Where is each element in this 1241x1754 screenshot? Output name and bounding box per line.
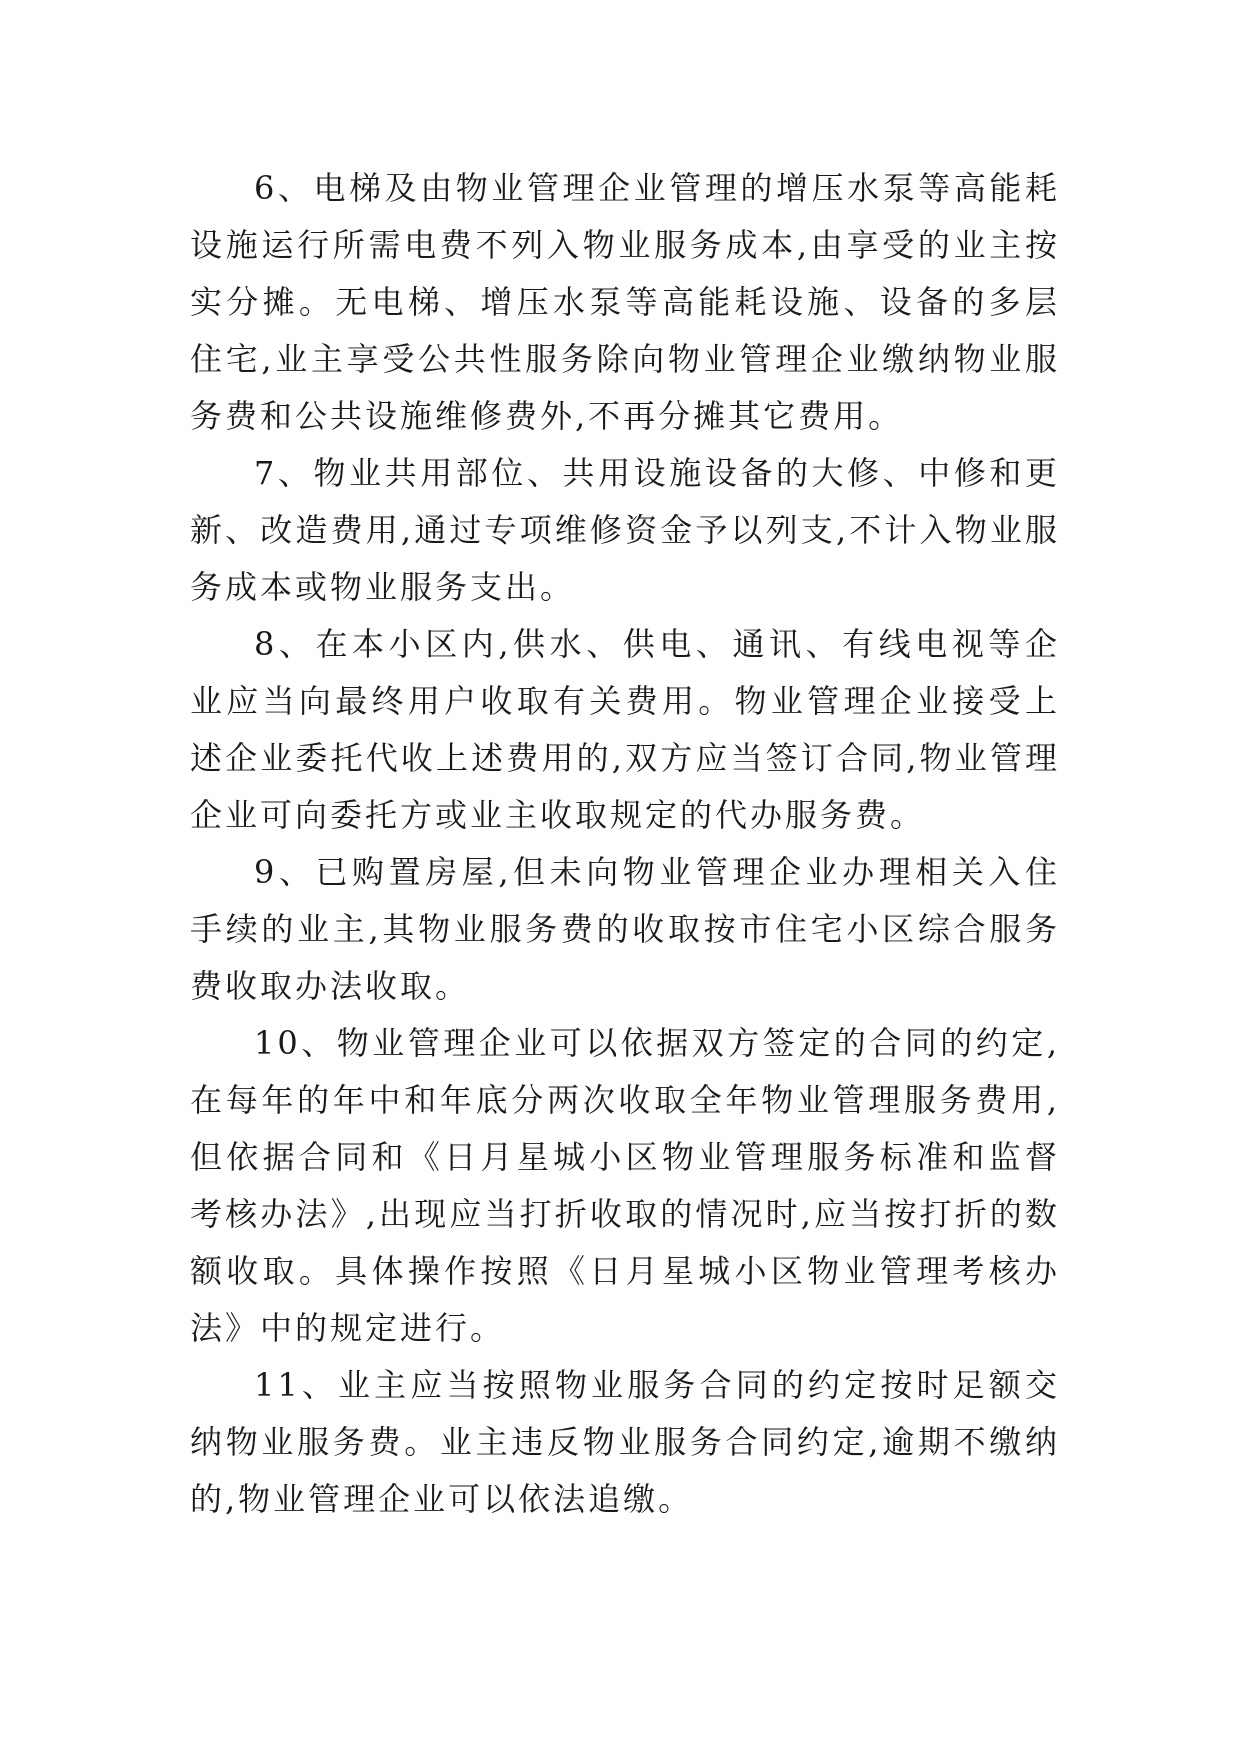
paragraph-6: 6、电梯及由物业管理企业管理的增压水泵等高能耗设施运行所需电费不列入物业服务成本,由享受的业主按实分摊。无电梯、增压水泵等高能耗设施、设备的多层住宅,业主享受公共性服务除向物业管理企业缴纳物业服务费和公共设施维修费外,不再分摊其它费用。 <box>190 169 1060 435</box>
paragraph-11: 11、业主应当按照物业服务合同的约定按时足额交纳物业服务费。业主违反物业服务合同约定,逾期不缴纳的,物业管理企业可以依法追缴。 <box>190 1366 1060 1518</box>
paragraph-9: 9、已购置房屋,但未向物业管理企业办理相关入住手续的业主,其物业服务费的收取按市住宅小区综合服务费收取办法收取。 <box>190 853 1060 1005</box>
document-body <box>190 160 1060 1528</box>
paragraph-10: 10、物业管理企业可以依据双方签定的合同的约定,在每年的年中和年底分两次收取全年物业管理服务费用,但依据合同和《日月星城小区物业管理服务标准和监督考核办法》,出现应当打折收取的情况时,应当按打折的数额收取。具体操作按照《日月星城小区物业管理考核办法》中的规定进行。 <box>190 1024 1060 1347</box>
paragraph-7: 7、物业共用部位、共用设施设备的大修、中修和更新、改造费用,通过专项维修资金予以列支,不计入物业服务成本或物业服务支出。 <box>190 454 1060 606</box>
paragraph-8: 8、在本小区内,供水、供电、通讯、有线电视等企业应当向最终用户收取有关费用。物业管理企业接受上述企业委托代收上述费用的,双方应当签订合同,物业管理企业可向委托方或业主收取规定的代办服务费。 <box>190 625 1060 834</box>
